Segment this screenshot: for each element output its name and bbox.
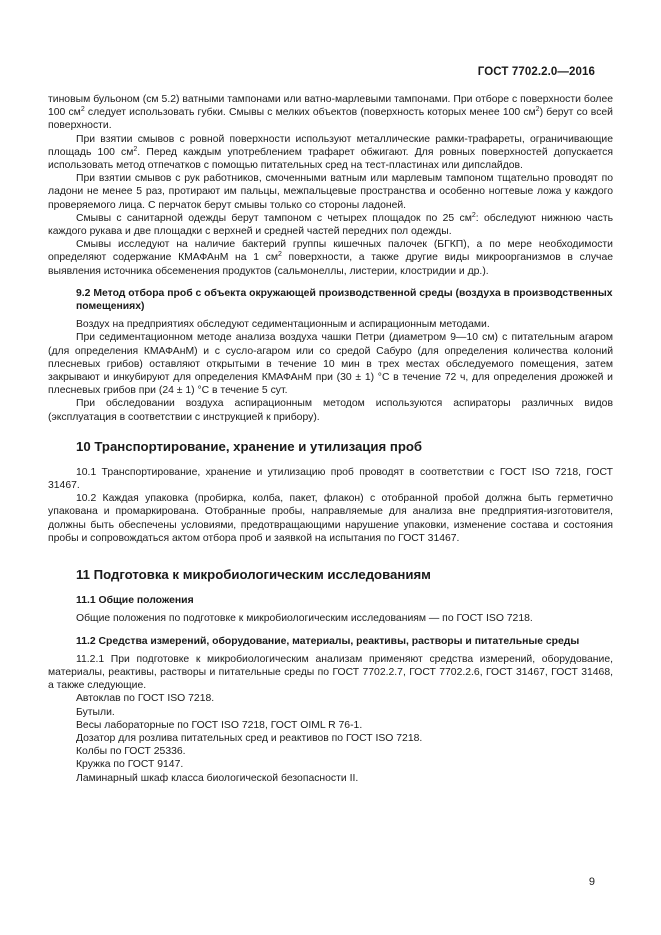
section-heading-10: 10 Транспортирование, хранение и утилизация проб	[76, 438, 423, 454]
subsection-heading-9-2: 9.2 Метод отбора проб с объекта окружающей производственной среды (воздуха в производственных помещениях)	[76, 287, 613, 313]
paragraph: 10.1 Транспортирование, хранение и утилизацию проб проводят в соответствии с ГОСТ ISO 7218, ГОСТ 31467.	[48, 466, 613, 492]
page-content	[48, 93, 613, 785]
paragraph: 11.2.1 При подготовке к микробиологическим анализам применяют средства измерений, оборудование, материалы, реактивы, растворы и питательные среды по ГОСТ 7702.2.7, ГОСТ 7702.2.6, ГОСТ 31467, ГОСТ 31468, а также следующие.	[48, 653, 613, 692]
list-item: Колбы по ГОСТ 25336.	[76, 746, 186, 758]
paragraph: При взятии смывов с рук работников, смоченными ватным или марлевым тампоном тщательно проводят по ладони не менее 5 раз, протирают им пальцы, межпальцевые пространства и особенно ногтевые ложа у каждого проверяемого лица. С перчаток берут смывы только со стороны ладоней.	[48, 173, 613, 211]
list-item: Весы лабораторные по ГОСТ ISO 7218, ГОСТ OIML R 76-1.	[76, 719, 363, 731]
standard-header: ГОСТ 7702.2.0—2016	[477, 66, 595, 78]
paragraph: 10.2 Каждая упаковка (пробирка, колба, пакет, флакон) с отобранной пробой должна быть герметично упакована и промаркирована. Отобранные пробы, направляемые для анализа вне предприятия-изготовителя, должны быть обеспечены условиями, предотвращающими нарушение упаковки, изменение состава и состояния пробы и сопровождаться актом отбора проб и заявкой на испытания по ГОСТ 31467.	[48, 493, 613, 544]
subsection-heading-11-2: 11.2 Средства измерений, оборудование, материалы, реактивы, растворы и питательные среды	[76, 635, 580, 647]
list-item: Автоклав по ГОСТ ISO 7218.	[76, 693, 215, 705]
paragraph: При седиментационном методе анализа воздуха чашки Петри (диаметром 9—10 см) с питательным агаром (для определения КМАФАнМ) и с сусло-агаром или со средой Сабуро (для определения количества колоний плесневых грибов) оставляют открытыми в течение 10 мин в трех местах обследуемого помещения, затем закрывают и инкубируют для определения КМАФАнМ при (30 ± 1) °С в течение 72 ч, для определения дрожжей и плесневых грибов при (24 ± 1) °С в течение 5 сут.	[48, 332, 613, 397]
paragraph: Смывы с санитарной одежды берут тампоном с четырех площадок по 25 $см^2$: обследуют нижнюю часть каждого рукава и две площадки с верхней и средней частей передних пол одежды.	[48, 211, 613, 238]
paragraph: Общие положения по подготовке к микробиологическим исследованиям — по ГОСТ ISO 7218.	[76, 613, 533, 625]
list-item: Бутыли.	[76, 706, 115, 718]
paragraph: Воздух на предприятиях обследуют седиментационным и аспирационным методами.	[76, 319, 490, 331]
list-item: Кружка по ГОСТ 9147.	[76, 759, 184, 771]
paragraph: тиновым бульоном (см 5.2) ватными тампонами или ватно-марлевыми тампонами. При отборе с поверхности более 100 $см^2$ следует использовать губки. Смывы с мелких объектов (поверхность которых менее 100 $см^2$) берут со всей поверхности.	[48, 94, 613, 132]
page-number: 9	[588, 876, 595, 888]
list-item: Ламинарный шкаф класса биологической безопасности II.	[76, 772, 359, 784]
paragraph: При взятии смывов с ровной поверхности используют металлические рамки-трафареты, ограничивающие площадь 100 $см^2$. Перед каждым употреблением трафарет обжигают. Для ровных поверхностей допускается использовать метод отпечатков с помощью питательных сред на тест-пластинах или дипслайдов.	[48, 133, 613, 172]
paragraph: Смывы исследуют на наличие бактерий группы кишечных палочек (БГКП), а по мере необходимости определяют содержание КМАФАнМ на 1 $см^2$ поверхности, а также другие виды микроорганизмов в случае выявления источника обсеменения продуктов (сальмонеллы, листерии, клостридии и др.).	[48, 239, 614, 277]
paragraph: При обследовании воздуха аспирационным методом используются аспираторы различных видов (эксплуатация в соответствии с инструкцией к прибору).	[48, 398, 613, 423]
list-item: Дозатор для розлива питательных сред и реактивов по ГОСТ ISO 7218.	[76, 732, 423, 744]
section-heading-11: 11 Подготовка к микробиологическим исследованиям	[76, 567, 431, 583]
subsection-heading-11-1: 11.1 Общие положения	[76, 595, 194, 607]
